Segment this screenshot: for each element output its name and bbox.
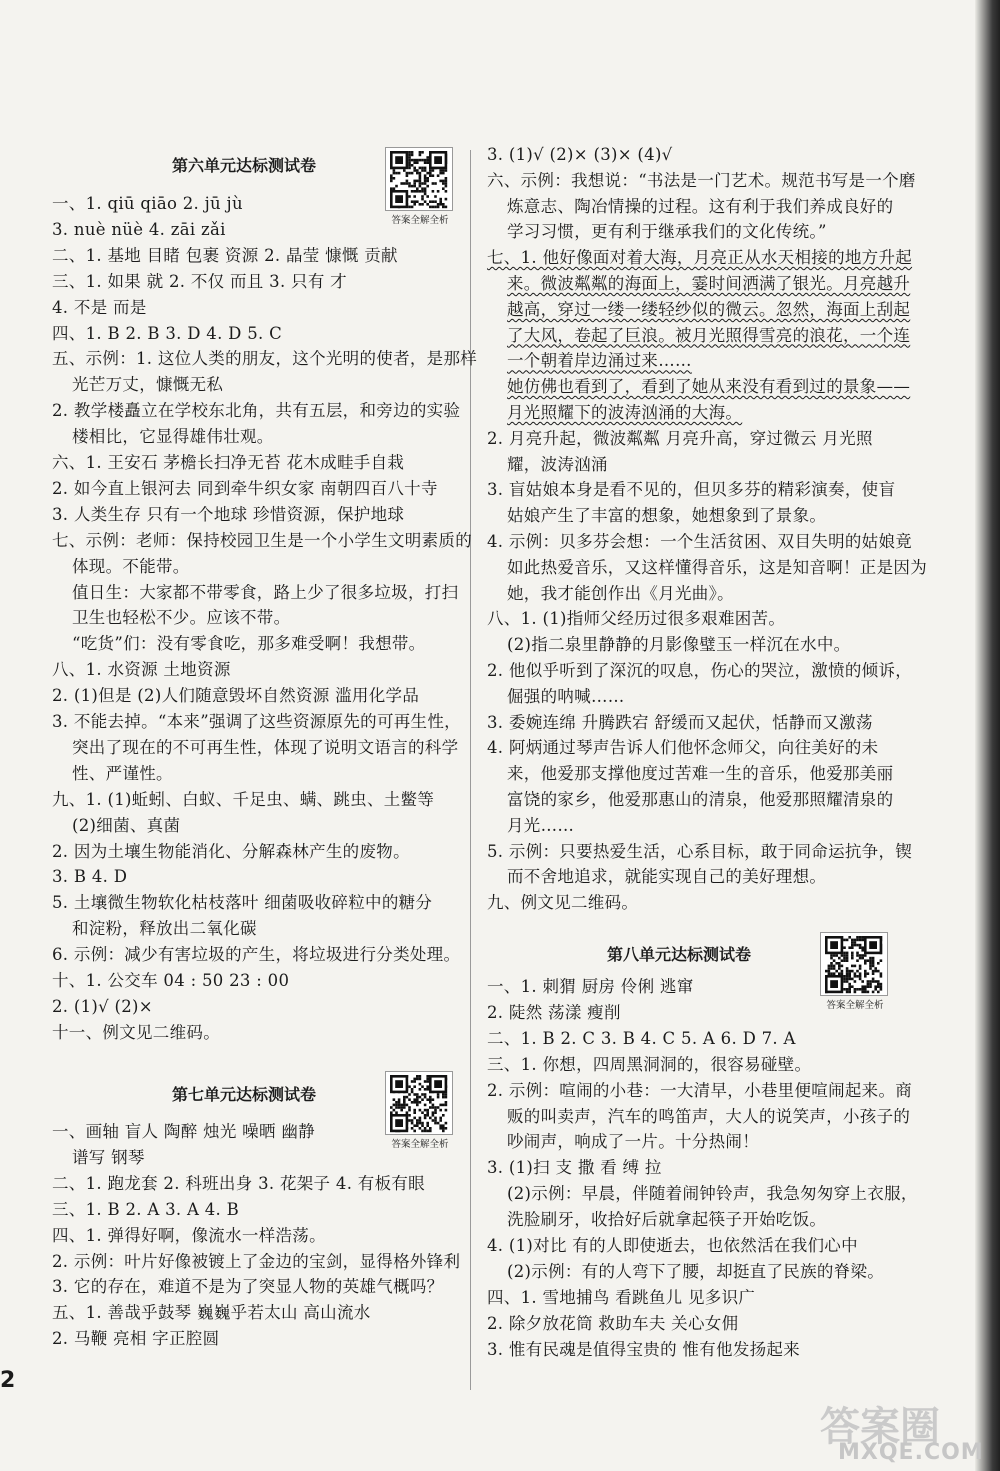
answer-line: 倔强的呐喊…… [507,686,625,706]
answer-line: (2)示例：早晨，伴随着闹钟铃声，我急匆匆穿上衣服， [507,1184,918,1204]
answer-line: 二、1. 基地 目睹 包裹 资源 2. 晶莹 慷慨 贡献 [52,245,398,265]
answer-line: 4. 阿炳通过琴声告诉人们他怀念师父，向往美好的未 [487,738,879,758]
answer-line: 八、1. 水资源 土地资源 [52,660,231,680]
answer-line: 3. 委婉连绵 升腾跌宕 舒缓而又起伏，恬静而又激荡 [487,712,873,732]
answer-line: 5. 土壤微生物软化枯枝落叶 细菌吸收碎粒中的糖分 [52,893,433,913]
answer-line: 2. 示例：喧闹的小巷：一大清早，小巷里便喧闹起来。商 [487,1080,913,1100]
answer-line: 2. 教学楼矗立在学校东北角，共有五层，和旁边的实验 [52,401,461,421]
answer-line: 2. (1)√ (2)× [52,996,153,1016]
answer-line: (2)指二泉里静静的月影像璧玉一样沉在水中。 [507,635,851,655]
answer-line: 她仿佛也看到了，看到了她从来没有看到过的景象—— [507,377,911,397]
answer-line: 三、1. 你想，四周黑洞洞的，很容易碰壁。 [487,1054,812,1074]
answer-line: 4. (1)对比 有的人即使逝去，也依然活在我们心中 [487,1236,858,1255]
answer-line: 炼意志、陶冶情操的过程。这有利于我们养成良好的 [507,196,894,216]
answer-line: 十、1. 公交车 04 : 50 23 : 00 [52,971,290,990]
answer-line: 2. (1)但是 (2)人们随意毁坏自然资源 滥用化学品 [52,686,420,706]
answer-line: 富饶的家乡，他爱那惠山的清泉，他爱那照耀清泉的 [507,790,894,809]
unit6-title: 第六单元达标测试卷 [172,156,317,175]
unit7-title: 第七单元达标测试卷 [172,1085,317,1104]
answer-line: 3. 不能去掉。“本来”强调了这些资源原先的可再生性， [52,712,461,731]
qr-code-unit6[interactable] [385,147,453,226]
answer-line: 月光…… [507,815,575,835]
answer-line: 2. 马鞭 亮相 字正腔圆 [52,1329,220,1349]
column-divider [470,150,471,1390]
qr-pattern-icon [821,933,887,995]
answer-line: 五、示例：1. 这位人类的朋友，这个光明的使者，是那样 [52,349,478,369]
answer-line: 一、画轴 盲人 陶醉 烛光 噪晒 幽静 [52,1122,315,1141]
unit8-title: 第八单元达标测试卷 [607,945,752,964]
answer-line: 二、1. 跑龙套 2. 科班出身 3. 花架子 4. 有板有眼 [52,1173,425,1193]
answer-line: 2. 陡然 荡漾 瘦削 [487,1002,621,1022]
answer-line: 耀，波涛汹涌 [507,454,608,474]
qr-pattern-icon [386,1072,452,1134]
qr-code-unit8[interactable] [820,932,888,1011]
answer-line: 五、1. 善哉乎鼓琴 巍巍乎若太山 高山流水 [52,1303,371,1323]
answer-line: 月光照耀下的波涛汹涌的大海。 [507,403,743,422]
page-number: 2 [0,1368,16,1393]
answer-line: 体现。不能带。 [72,556,190,576]
answer-line: 了大风，卷起了巨浪。被月光照得雪亮的浪花，一个连 [507,325,911,345]
answer-line: 六、1. 王安石 茅檐长扫净无苔 花木成畦手自栽 [52,453,405,472]
answer-line: 2. 因为土壤生物能消化、分解森林产生的废物。 [52,841,410,861]
answer-line: 四、1. B 2. B 3. D 4. D 5. C [52,323,283,343]
answer-line: 2. 如今直上银河去 同到牵牛织女家 南朝四百八十寺 [52,478,438,498]
answer-line: 十一、例文见二维码。 [52,1022,220,1042]
answer-line: 四、1. 雪地捕鸟 看跳鱼儿 见多识广 [487,1287,756,1307]
answer-line: 3. (1)√ (2)× (3)× (4)√ [487,145,673,164]
answer-line: 一个朝着岸边涌过来…… [507,351,692,371]
answer-line: “吃货”们：没有零食吃，那多难受啊！我想带。 [72,634,426,654]
answer-line: 性、严谨性。 [72,763,173,783]
answer-line: 六、示例：我想说：“书法是一门艺术。规范书写是一个磨 [487,170,916,190]
qr-code-unit7[interactable] [385,1071,453,1150]
answer-line: 6. 示例：减少有害垃圾的产生，将垃圾进行分类处理。 [52,945,461,965]
answer-line: 来。微波粼粼的海面上，霎时间洒满了银光。月亮越升 [507,274,911,293]
answer-line: 三、1. B 2. A 3. A 4. B [52,1199,240,1219]
qr-caption: 答案全解全析 [391,215,449,226]
answer-line: 3. nuè nüè 4. zāi zǎi [52,219,226,239]
answer-line: 如此热爱音乐，又这样懂得音乐，这是知音啊！正是因为 [507,557,927,577]
answer-line: 突出了现在的不可再生性，体现了说明文语言的科学 [72,737,459,757]
answer-line: 洗脸刷牙，收拾好后就拿起筷子开始吃饭。 [507,1210,827,1230]
answer-line: 谱写 钢琴 [72,1147,145,1167]
answer-line: 楼相比，它显得雄伟壮观。 [72,427,274,447]
answer-line: 5. 示例：只要热爱生活，心系目标，敢于同命运抗争，锲 [487,841,913,861]
qr-caption: 答案全解全析 [391,1139,449,1150]
answer-line: 七、示例：老师：保持校园卫生是一个小学生文明素质的 [52,530,472,550]
answer-line: 2. 月亮升起，微波粼粼 月亮升高，穿过微云 月光照 [487,428,873,448]
qr-caption: 答案全解全析 [826,1000,884,1011]
answer-line: 值日生：大家都不带零食，路上少了很多垃圾，打扫 [72,582,459,602]
answer-line: 光芒万丈，慷慨无私 [72,375,224,395]
answer-line: 3. 盲姑娘本身是看不见的，但贝多芬的精彩演奏，使盲 [487,480,896,500]
page-edge-shadow [975,0,1000,1471]
answer-line: 九、1. (1)蚯蚓、白蚁、千足虫、螨、跳虫、土鳖等 [52,789,435,809]
answer-line: 八、1. (1)指师父经历过很多艰难困苦。 [487,609,786,629]
answer-line: 一、1. qiū qiāo 2. jū jù [52,194,243,213]
answer-line: 一、1. 刺猬 厨房 伶俐 逃窜 [487,977,694,996]
answer-line: 3. 惟有民魂是值得宝贵的 惟有他发扬起来 [487,1339,801,1359]
answer-line: 吵闹声，响成了一片。十分热闹！ [507,1132,759,1152]
answer-line: 和淀粉，释放出二氧化碳 [72,919,257,939]
answer-line: 卫生也轻松不少。应该不带。 [72,608,291,628]
answer-line: 2. 示例：叶片好像被镀上了金边的宝剑，显得格外锋利 [52,1251,461,1271]
answer-line: 3. B 4. D [52,867,128,887]
answer-line: 来，他爱那支撑他度过苦难一生的音乐，他爱那美丽 [507,764,894,784]
qr-pattern-icon [386,148,452,210]
answer-line: 4. 不是 而是 [52,297,147,317]
answer-line: 3. 它的存在，难道不是为了突显人物的英雄气概吗？ [52,1277,444,1297]
answer-line: 贩的叫卖声，汽车的鸣笛声，大人的说笑声，小孩子的 [507,1106,911,1126]
answer-line: 4. 示例：贝多芬会想：一个生活贫困、双目失明的姑娘竟 [487,532,913,551]
watermark-url: MXQE.COM [838,1440,984,1465]
answer-line: 七、1. 他好像面对着大海，月亮正从水天相接的地方升起 [487,248,913,268]
watermark-logo: 答案圈 [820,1404,940,1450]
answer-line: 2. 他似乎听到了深沉的叹息，伤心的哭泣，激愤的倾诉， [487,661,913,680]
answer-line: (2)细菌、真菌 [72,815,181,835]
answer-line: (2)示例：有的人弯下了腰，却挺直了民族的脊梁。 [507,1261,885,1281]
answer-line: 学习习惯，更有利于继承我们的文化传统。” [507,222,827,242]
answer-line: 九、例文见二维码。 [487,893,639,913]
answer-line: 3. (1)扫 支 撒 看 缚 拉 [487,1158,662,1178]
answer-line: 3. 人类生存 只有一个地球 珍惜资源，保护地球 [52,504,405,524]
answer-line: 三、1. 如果 就 2. 不仅 而且 3. 只有 才 [52,271,347,291]
answer-line: 四、1. 弹得好啊，像流水一样浩荡。 [52,1225,326,1245]
answer-line: 二、1. B 2. C 3. B 4. C 5. A 6. D 7. A [487,1028,796,1048]
answer-line: 而不舍地追求，就能实现自己的美好理想。 [507,867,827,887]
answer-line: 2. 除夕放花筒 救助车夫 关心女佣 [487,1313,739,1333]
answer-line: 她，我才能创作出《月光曲》。 [507,583,734,603]
answer-line: 越高，穿过一缕一缕轻纱似的微云。忽然，海面上刮起 [507,299,911,319]
answer-line: 姑娘产生了丰富的想象，她想象到了景象。 [507,506,827,526]
